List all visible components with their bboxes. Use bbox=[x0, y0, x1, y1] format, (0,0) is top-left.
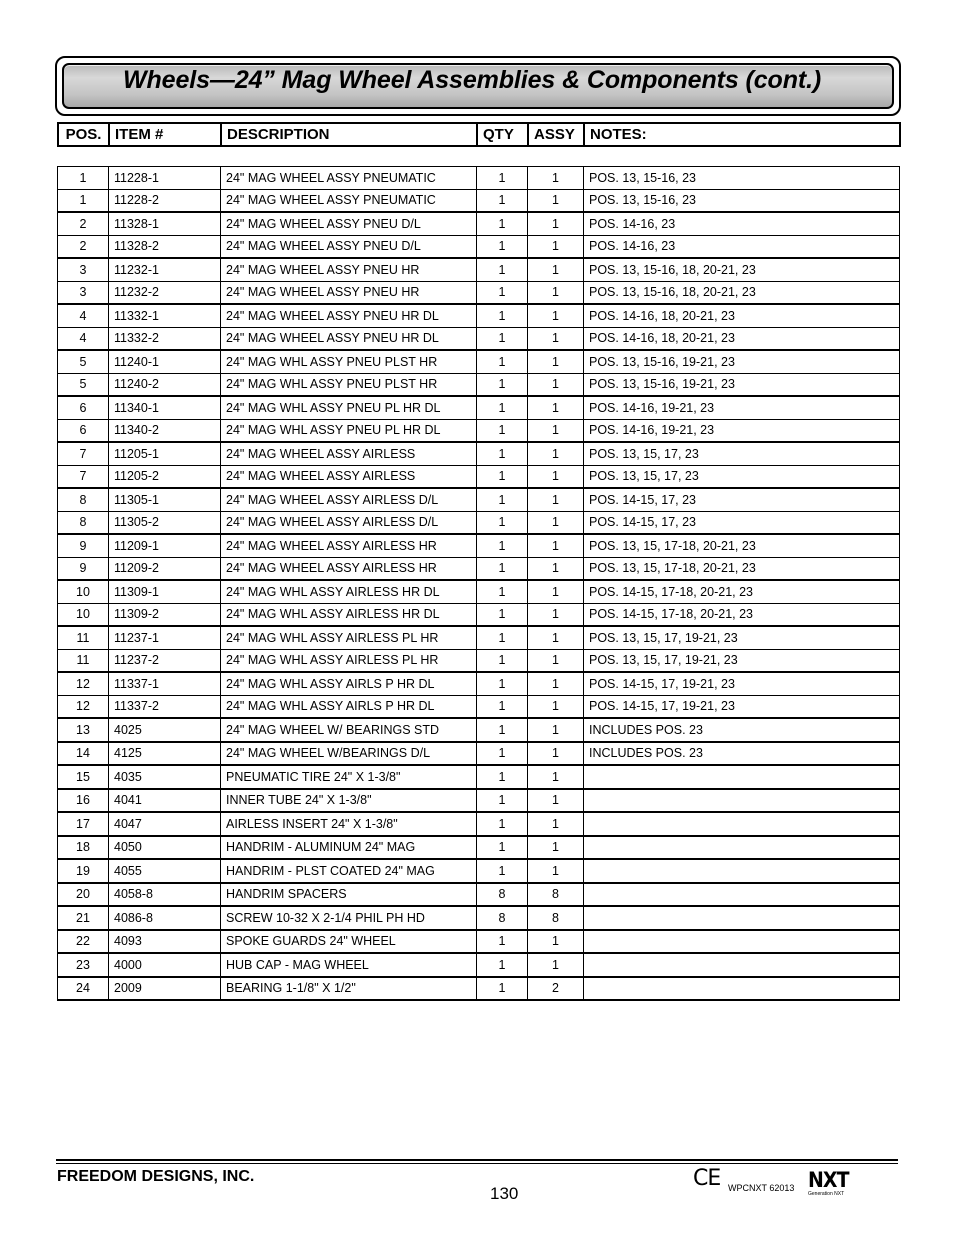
table-row bbox=[58, 442, 900, 465]
table-row bbox=[58, 718, 900, 742]
cell-item: 4025 bbox=[109, 718, 221, 742]
header-pos: POS. bbox=[58, 123, 109, 146]
cell-qty: 1 bbox=[477, 718, 528, 742]
cell-notes: POS. 14-15, 17-18, 20-21, 23 bbox=[584, 580, 900, 603]
cell-item: 4058-8 bbox=[109, 883, 221, 907]
table-row bbox=[58, 327, 900, 350]
cell-qty: 1 bbox=[477, 557, 528, 580]
table-row bbox=[58, 977, 900, 1001]
cell-assy: 1 bbox=[528, 327, 584, 350]
cell-description: 24" MAG WHEEL ASSY AIRLESS bbox=[221, 465, 477, 488]
cell-pos: 7 bbox=[58, 442, 109, 465]
table-row bbox=[58, 511, 900, 534]
cell-assy: 1 bbox=[528, 235, 584, 258]
header-description: DESCRIPTION bbox=[221, 123, 477, 146]
table-row bbox=[58, 672, 900, 695]
cell-assy: 1 bbox=[528, 557, 584, 580]
cell-pos: 2 bbox=[58, 235, 109, 258]
cell-pos: 12 bbox=[58, 672, 109, 695]
cell-pos: 5 bbox=[58, 373, 109, 396]
cell-item: 11228-2 bbox=[109, 189, 221, 212]
cell-pos: 19 bbox=[58, 859, 109, 883]
cell-description: 24" MAG WHL ASSY AIRLESS PL HR bbox=[221, 626, 477, 649]
cell-item: 11237-2 bbox=[109, 649, 221, 672]
footer-rule-thin bbox=[56, 1163, 898, 1164]
cell-pos: 23 bbox=[58, 953, 109, 977]
table-row bbox=[58, 212, 900, 235]
cell-pos: 15 bbox=[58, 765, 109, 789]
cell-item: 11209-2 bbox=[109, 557, 221, 580]
header-item: ITEM # bbox=[109, 123, 221, 146]
cell-notes bbox=[584, 765, 900, 789]
cell-qty: 1 bbox=[477, 603, 528, 626]
cell-notes bbox=[584, 906, 900, 930]
cell-item: 11332-1 bbox=[109, 304, 221, 327]
table-row bbox=[58, 883, 900, 907]
cell-notes: POS. 13, 15, 17-18, 20-21, 23 bbox=[584, 557, 900, 580]
cell-item: 4000 bbox=[109, 953, 221, 977]
cell-description: 24" MAG WHEEL W/BEARINGS D/L bbox=[221, 742, 477, 766]
cell-notes: POS. 14-16, 19-21, 23 bbox=[584, 419, 900, 442]
cell-assy: 1 bbox=[528, 930, 584, 954]
cell-qty: 1 bbox=[477, 765, 528, 789]
cell-pos: 21 bbox=[58, 906, 109, 930]
cell-assy: 1 bbox=[528, 442, 584, 465]
table-row bbox=[58, 906, 900, 930]
cell-assy: 1 bbox=[528, 419, 584, 442]
cell-qty: 1 bbox=[477, 212, 528, 235]
cell-notes: POS. 14-16, 18, 20-21, 23 bbox=[584, 304, 900, 327]
cell-qty: 1 bbox=[477, 812, 528, 836]
cell-assy: 1 bbox=[528, 373, 584, 396]
cell-pos: 8 bbox=[58, 488, 109, 511]
header-notes: NOTES: bbox=[584, 123, 900, 146]
cell-qty: 1 bbox=[477, 304, 528, 327]
cell-qty: 1 bbox=[477, 373, 528, 396]
cell-pos: 10 bbox=[58, 580, 109, 603]
cell-notes: POS. 13, 15, 17, 23 bbox=[584, 442, 900, 465]
table-row bbox=[58, 189, 900, 212]
cell-pos: 24 bbox=[58, 977, 109, 1001]
cell-pos: 6 bbox=[58, 396, 109, 419]
table-row bbox=[58, 373, 900, 396]
cell-notes bbox=[584, 977, 900, 1001]
header-qty: QTY bbox=[477, 123, 528, 146]
table-row bbox=[58, 465, 900, 488]
ce-mark-icon: CE bbox=[693, 1166, 721, 1191]
cell-pos: 16 bbox=[58, 789, 109, 813]
cell-qty: 1 bbox=[477, 511, 528, 534]
cell-item: 4047 bbox=[109, 812, 221, 836]
table-row bbox=[58, 859, 900, 883]
cell-pos: 1 bbox=[58, 167, 109, 190]
cell-pos: 20 bbox=[58, 883, 109, 907]
cell-pos: 8 bbox=[58, 511, 109, 534]
cell-description: SPOKE GUARDS 24" WHEEL bbox=[221, 930, 477, 954]
cell-item: 11240-1 bbox=[109, 350, 221, 373]
cell-notes bbox=[584, 883, 900, 907]
header-assy: ASSY bbox=[528, 123, 584, 146]
cell-pos: 7 bbox=[58, 465, 109, 488]
cell-notes: POS. 14-16, 23 bbox=[584, 212, 900, 235]
table-row bbox=[58, 836, 900, 860]
cell-pos: 11 bbox=[58, 626, 109, 649]
table-row bbox=[58, 258, 900, 281]
cell-qty: 1 bbox=[477, 742, 528, 766]
cell-description: 24" MAG WHL ASSY AIRLS P HR DL bbox=[221, 695, 477, 718]
cell-notes: POS. 14-15, 17, 23 bbox=[584, 511, 900, 534]
cell-pos: 1 bbox=[58, 189, 109, 212]
cell-qty: 1 bbox=[477, 189, 528, 212]
cell-notes bbox=[584, 836, 900, 860]
cell-pos: 14 bbox=[58, 742, 109, 766]
cell-qty: 8 bbox=[477, 906, 528, 930]
cell-item: 11328-1 bbox=[109, 212, 221, 235]
cell-item: 4086-8 bbox=[109, 906, 221, 930]
cell-notes bbox=[584, 930, 900, 954]
cell-item: 11240-2 bbox=[109, 373, 221, 396]
table-row bbox=[58, 603, 900, 626]
cell-qty: 8 bbox=[477, 883, 528, 907]
cell-item: 11232-1 bbox=[109, 258, 221, 281]
table-row bbox=[58, 765, 900, 789]
cell-qty: 1 bbox=[477, 327, 528, 350]
cell-item: 4093 bbox=[109, 930, 221, 954]
cell-assy: 1 bbox=[528, 789, 584, 813]
table-row bbox=[58, 557, 900, 580]
cell-description: 24" MAG WHEEL W/ BEARINGS STD bbox=[221, 718, 477, 742]
cell-notes: POS. 13, 15-16, 23 bbox=[584, 189, 900, 212]
cell-qty: 1 bbox=[477, 488, 528, 511]
cell-description: INNER TUBE 24" X 1-3/8" bbox=[221, 789, 477, 813]
cell-assy: 1 bbox=[528, 812, 584, 836]
cell-notes: POS. 13, 15-16, 23 bbox=[584, 167, 900, 190]
cell-assy: 8 bbox=[528, 906, 584, 930]
cell-item: 11305-2 bbox=[109, 511, 221, 534]
cell-item: 4125 bbox=[109, 742, 221, 766]
cell-pos: 12 bbox=[58, 695, 109, 718]
document-code: WPCNXT 62013 bbox=[728, 1183, 795, 1193]
cell-assy: 1 bbox=[528, 258, 584, 281]
cell-description: 24" MAG WHEEL ASSY PNEUMATIC bbox=[221, 189, 477, 212]
footer-rule bbox=[56, 1159, 898, 1161]
cell-assy: 1 bbox=[528, 167, 584, 190]
cell-assy: 1 bbox=[528, 534, 584, 557]
cell-notes bbox=[584, 789, 900, 813]
cell-pos: 18 bbox=[58, 836, 109, 860]
cell-assy: 1 bbox=[528, 859, 584, 883]
cell-description: 24" MAG WHEEL ASSY PNEU HR bbox=[221, 258, 477, 281]
cell-description: HANDRIM SPACERS bbox=[221, 883, 477, 907]
cell-item: 11332-2 bbox=[109, 327, 221, 350]
table-row bbox=[58, 626, 900, 649]
cell-item: 4055 bbox=[109, 859, 221, 883]
cell-qty: 1 bbox=[477, 419, 528, 442]
page-number: 130 bbox=[490, 1184, 519, 1203]
table-row bbox=[58, 742, 900, 766]
cell-assy: 1 bbox=[528, 212, 584, 235]
cell-qty: 1 bbox=[477, 626, 528, 649]
cell-qty: 1 bbox=[477, 281, 528, 304]
table-row bbox=[58, 789, 900, 813]
cell-assy: 1 bbox=[528, 281, 584, 304]
cell-qty: 1 bbox=[477, 350, 528, 373]
cell-assy: 1 bbox=[528, 580, 584, 603]
cell-description: 24" MAG WHEEL ASSY PNEU D/L bbox=[221, 235, 477, 258]
table-row bbox=[58, 695, 900, 718]
cell-qty: 1 bbox=[477, 789, 528, 813]
cell-description: 24" MAG WHL ASSY AIRLESS HR DL bbox=[221, 603, 477, 626]
cell-qty: 1 bbox=[477, 580, 528, 603]
cell-pos: 10 bbox=[58, 603, 109, 626]
cell-qty: 1 bbox=[477, 534, 528, 557]
cell-assy: 8 bbox=[528, 883, 584, 907]
cell-notes: POS. 14-16, 19-21, 23 bbox=[584, 396, 900, 419]
cell-assy: 1 bbox=[528, 189, 584, 212]
table-row bbox=[58, 167, 900, 190]
cell-qty: 1 bbox=[477, 859, 528, 883]
cell-item: 4050 bbox=[109, 836, 221, 860]
cell-qty: 1 bbox=[477, 672, 528, 695]
cell-pos: 22 bbox=[58, 930, 109, 954]
cell-description: 24" MAG WHEEL ASSY PNEU D/L bbox=[221, 212, 477, 235]
table-row bbox=[58, 396, 900, 419]
cell-assy: 1 bbox=[528, 695, 584, 718]
cell-assy: 1 bbox=[528, 953, 584, 977]
cell-notes: POS. 14-15, 17, 23 bbox=[584, 488, 900, 511]
cell-item: 11228-1 bbox=[109, 167, 221, 190]
parts-table-header bbox=[57, 122, 901, 147]
cell-qty: 1 bbox=[477, 258, 528, 281]
cell-notes: INCLUDES POS. 23 bbox=[584, 742, 900, 766]
cell-qty: 1 bbox=[477, 930, 528, 954]
cell-notes bbox=[584, 953, 900, 977]
cell-qty: 1 bbox=[477, 695, 528, 718]
table-row bbox=[58, 953, 900, 977]
nxt-logo-mark: NXT bbox=[808, 1168, 849, 1192]
cell-description: 24" MAG WHL ASSY AIRLESS HR DL bbox=[221, 580, 477, 603]
cell-description: 24" MAG WHEEL ASSY AIRLESS HR bbox=[221, 534, 477, 557]
cell-item: 2009 bbox=[109, 977, 221, 1001]
cell-item: 11337-1 bbox=[109, 672, 221, 695]
cell-description: 24" MAG WHL ASSY AIRLS P HR DL bbox=[221, 672, 477, 695]
cell-item: 11237-1 bbox=[109, 626, 221, 649]
cell-pos: 11 bbox=[58, 649, 109, 672]
cell-item: 11305-1 bbox=[109, 488, 221, 511]
cell-notes: POS. 13, 15-16, 19-21, 23 bbox=[584, 350, 900, 373]
cell-item: 11209-1 bbox=[109, 534, 221, 557]
cell-item: 11205-1 bbox=[109, 442, 221, 465]
cell-notes: POS. 14-15, 17, 19-21, 23 bbox=[584, 672, 900, 695]
cell-assy: 1 bbox=[528, 765, 584, 789]
cell-notes: INCLUDES POS. 23 bbox=[584, 718, 900, 742]
cell-notes: POS. 14-16, 18, 20-21, 23 bbox=[584, 327, 900, 350]
nxt-logo-subtext: Generation NXT bbox=[808, 1191, 845, 1197]
cell-item: 4041 bbox=[109, 789, 221, 813]
cell-description: 24" MAG WHL ASSY PNEU PLST HR bbox=[221, 350, 477, 373]
table-row bbox=[58, 419, 900, 442]
cell-item: 11309-2 bbox=[109, 603, 221, 626]
cell-assy: 1 bbox=[528, 649, 584, 672]
cell-description: 24" MAG WHL ASSY PNEU PL HR DL bbox=[221, 396, 477, 419]
cell-description: 24" MAG WHL ASSY AIRLESS PL HR bbox=[221, 649, 477, 672]
cell-description: 24" MAG WHEEL ASSY PNEU HR DL bbox=[221, 327, 477, 350]
cell-description: HANDRIM - ALUMINUM 24" MAG bbox=[221, 836, 477, 860]
cell-pos: 9 bbox=[58, 557, 109, 580]
table-row bbox=[58, 304, 900, 327]
cell-item: 11328-2 bbox=[109, 235, 221, 258]
cell-pos: 3 bbox=[58, 281, 109, 304]
cell-notes: POS. 13, 15-16, 19-21, 23 bbox=[584, 373, 900, 396]
cell-notes: POS. 14-15, 17, 19-21, 23 bbox=[584, 695, 900, 718]
cell-pos: 4 bbox=[58, 304, 109, 327]
cell-item: 4035 bbox=[109, 765, 221, 789]
cell-description: 24" MAG WHEEL ASSY PNEU HR DL bbox=[221, 304, 477, 327]
cell-assy: 1 bbox=[528, 718, 584, 742]
cell-qty: 1 bbox=[477, 396, 528, 419]
title-banner bbox=[55, 56, 901, 116]
table-row bbox=[58, 534, 900, 557]
cell-description: HUB CAP - MAG WHEEL bbox=[221, 953, 477, 977]
table-row bbox=[58, 488, 900, 511]
cell-pos: 6 bbox=[58, 419, 109, 442]
table-row bbox=[58, 235, 900, 258]
nxt-logo bbox=[808, 1169, 858, 1197]
cell-item: 11205-2 bbox=[109, 465, 221, 488]
cell-qty: 1 bbox=[477, 465, 528, 488]
cell-notes: POS. 13, 15-16, 18, 20-21, 23 bbox=[584, 281, 900, 304]
cell-pos: 3 bbox=[58, 258, 109, 281]
cell-pos: 13 bbox=[58, 718, 109, 742]
cell-assy: 1 bbox=[528, 626, 584, 649]
cell-description: AIRLESS INSERT 24" X 1-3/8" bbox=[221, 812, 477, 836]
cell-description: 24" MAG WHEEL ASSY PNEU HR bbox=[221, 281, 477, 304]
cell-description: 24" MAG WHL ASSY PNEU PL HR DL bbox=[221, 419, 477, 442]
cell-description: 24" MAG WHEEL ASSY AIRLESS HR bbox=[221, 557, 477, 580]
cell-qty: 1 bbox=[477, 953, 528, 977]
cell-qty: 1 bbox=[477, 235, 528, 258]
cell-assy: 1 bbox=[528, 836, 584, 860]
cell-pos: 9 bbox=[58, 534, 109, 557]
cell-qty: 1 bbox=[477, 977, 528, 1001]
cell-pos: 2 bbox=[58, 212, 109, 235]
cell-qty: 1 bbox=[477, 167, 528, 190]
cell-notes: POS. 13, 15, 17-18, 20-21, 23 bbox=[584, 534, 900, 557]
cell-notes: POS. 13, 15, 17, 19-21, 23 bbox=[584, 649, 900, 672]
company-name: FREEDOM DESIGNS, INC. bbox=[57, 1168, 255, 1185]
table-row bbox=[58, 580, 900, 603]
cell-assy: 1 bbox=[528, 465, 584, 488]
cell-description: PNEUMATIC TIRE 24" X 1-3/8" bbox=[221, 765, 477, 789]
cell-description: BEARING 1-1/8" X 1/2" bbox=[221, 977, 477, 1001]
cell-pos: 5 bbox=[58, 350, 109, 373]
cell-pos: 17 bbox=[58, 812, 109, 836]
cell-pos: 4 bbox=[58, 327, 109, 350]
cell-assy: 1 bbox=[528, 511, 584, 534]
cell-assy: 1 bbox=[528, 396, 584, 419]
table-row bbox=[58, 649, 900, 672]
page-title: Wheels—24” Mag Wheel Assemblies & Components (cont.) bbox=[123, 66, 822, 94]
cell-assy: 1 bbox=[528, 304, 584, 327]
cell-description: SCREW 10-32 X 2-1/4 PHIL PH HD bbox=[221, 906, 477, 930]
cell-notes: POS. 13, 15, 17, 23 bbox=[584, 465, 900, 488]
cell-item: 11232-2 bbox=[109, 281, 221, 304]
cell-description: 24" MAG WHEEL ASSY AIRLESS D/L bbox=[221, 488, 477, 511]
cell-assy: 1 bbox=[528, 488, 584, 511]
cell-assy: 2 bbox=[528, 977, 584, 1001]
cell-notes: POS. 13, 15-16, 18, 20-21, 23 bbox=[584, 258, 900, 281]
cell-qty: 1 bbox=[477, 649, 528, 672]
table-row bbox=[58, 281, 900, 304]
cell-description: 24" MAG WHEEL ASSY AIRLESS bbox=[221, 442, 477, 465]
cell-qty: 1 bbox=[477, 442, 528, 465]
cell-assy: 1 bbox=[528, 350, 584, 373]
cell-item: 11340-2 bbox=[109, 419, 221, 442]
cell-item: 11340-1 bbox=[109, 396, 221, 419]
cell-notes: POS. 13, 15, 17, 19-21, 23 bbox=[584, 626, 900, 649]
cell-description: HANDRIM - PLST COATED 24" MAG bbox=[221, 859, 477, 883]
cell-notes: POS. 14-15, 17-18, 20-21, 23 bbox=[584, 603, 900, 626]
table-row bbox=[58, 812, 900, 836]
parts-table bbox=[57, 166, 900, 1001]
cell-notes bbox=[584, 859, 900, 883]
cell-description: 24" MAG WHL ASSY PNEU PLST HR bbox=[221, 373, 477, 396]
cell-item: 11309-1 bbox=[109, 580, 221, 603]
cell-assy: 1 bbox=[528, 603, 584, 626]
cell-assy: 1 bbox=[528, 672, 584, 695]
cell-description: 24" MAG WHEEL ASSY PNEUMATIC bbox=[221, 167, 477, 190]
cell-notes bbox=[584, 812, 900, 836]
table-row bbox=[58, 350, 900, 373]
cell-description: 24" MAG WHEEL ASSY AIRLESS D/L bbox=[221, 511, 477, 534]
cell-qty: 1 bbox=[477, 836, 528, 860]
header-row bbox=[58, 123, 900, 146]
cell-assy: 1 bbox=[528, 742, 584, 766]
table-row bbox=[58, 930, 900, 954]
cell-item: 11337-2 bbox=[109, 695, 221, 718]
cell-notes: POS. 14-16, 23 bbox=[584, 235, 900, 258]
